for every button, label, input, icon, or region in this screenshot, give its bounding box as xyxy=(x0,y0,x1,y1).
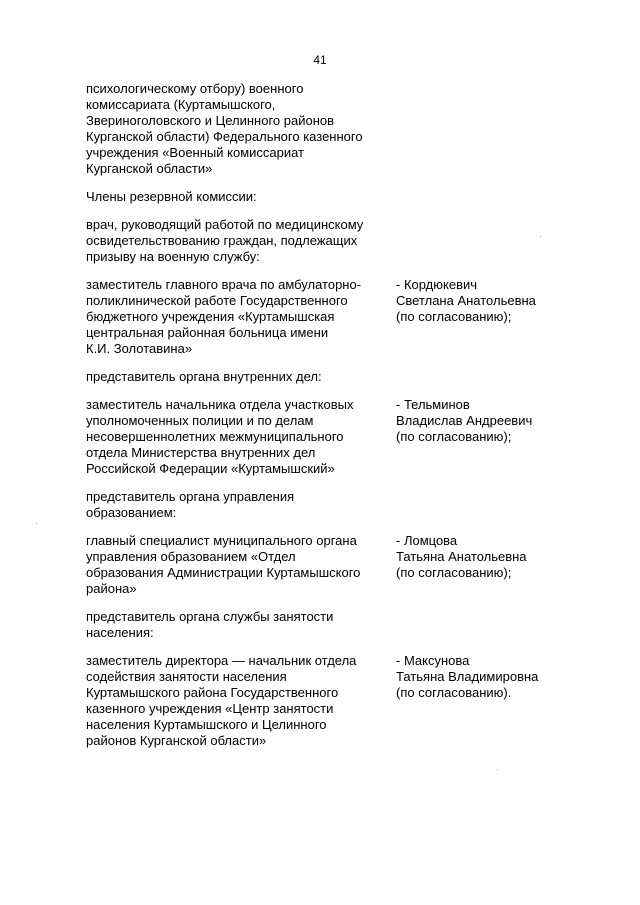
member-position: главный специалист муниципального органа управления образованием «Отдел образования Администрации Куртамышского района» xyxy=(86,533,361,596)
member-name: - Тельминов Владислав Андреевич (по согласованию); xyxy=(396,397,533,444)
section-heading: представитель органа внутренних дел: xyxy=(86,369,322,384)
intro-paragraph: психологическому отбору) военного комиссариата (Куртамышского, Звериноголовского и Целинного районов Курганской области) Федерального казенного учреждения «Военный комиссариат Курганской области» xyxy=(86,81,363,176)
section-heading: представитель органа управления образованием: xyxy=(86,489,295,520)
member-entry xyxy=(86,397,566,477)
member-name: - Кордюкевич Светлана Анатольевна (по согласованию); xyxy=(396,277,536,324)
page-number: 41 xyxy=(313,53,327,67)
section-heading: представитель органа службы занятости населения: xyxy=(86,609,334,640)
scan-speck xyxy=(540,236,541,237)
member-name: - Ломцова Татьяна Анатольевна (по согласованию); xyxy=(396,533,527,580)
member-entry xyxy=(86,653,566,749)
scan-speck xyxy=(497,769,498,770)
member-position: заместитель начальника отдела участковых уполномоченных полиции и по делам несовершеннолетних межмуниципального отдела Министерства внутренних дел Российской Федерации «Куртамышский» xyxy=(86,397,354,476)
member-entry xyxy=(86,533,566,597)
member-entry xyxy=(86,277,566,357)
scan-speck xyxy=(36,523,37,524)
doctor-heading: врач, руководящий работой по медицинскому освидетельствованию граждан, подлежащих призыву на военную службу: xyxy=(86,217,364,264)
member-position: заместитель директора — начальник отдела содействия занятости населения Куртамышского района Государственного казенного учреждения «Центр занятости населения Куртамышского и Целинного районов Курганской области» xyxy=(86,653,357,748)
reserve-commission-heading: Члены резервной комиссии: xyxy=(86,189,257,204)
member-name: - Максунова Татьяна Владимировна (по согласованию). xyxy=(396,653,539,700)
member-position: заместитель главного врача по амбулаторно- поликлинической работе Государственного бюджетного учреждения «Куртамышская центральная районная больница имени К.И. Золотавина» xyxy=(86,277,362,356)
document-body xyxy=(86,81,566,761)
